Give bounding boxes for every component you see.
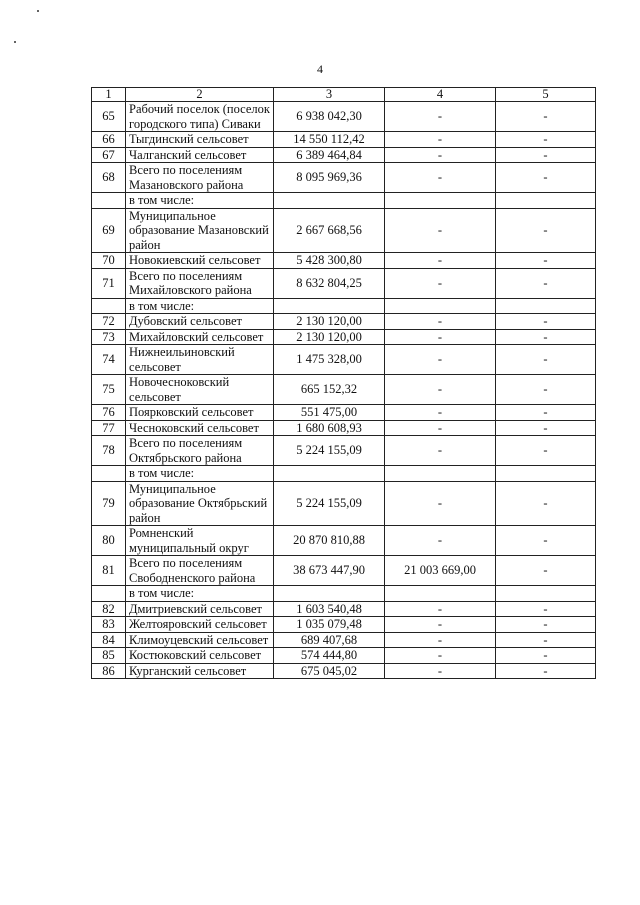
header-row [92,88,596,102]
header-cell: 3 [274,88,385,102]
table-row [92,481,596,526]
row-value-col3: 675 045,02 [274,663,385,679]
row-value-col3: 8 632 804,25 [274,268,385,298]
row-value-col5: - [496,345,596,375]
row-number: 79 [92,481,126,526]
scan-speck [37,10,39,12]
row-value-col4: - [385,102,496,132]
row-value-col4: 21 003 669,00 [385,556,496,586]
row-value-col5: - [496,556,596,586]
row-number [92,586,126,602]
row-name: Дмитриевский сельсовет [126,601,274,617]
row-name: Чалганский сельсовет [126,147,274,163]
row-number [92,466,126,482]
table-row [92,601,596,617]
row-name: Нижнеильиновский сельсовет [126,345,274,375]
row-value-col5: - [496,163,596,193]
row-number [92,298,126,314]
row-name: Дубовский сельсовет [126,314,274,330]
row-name: Тыгдинский сельсовет [126,132,274,148]
table-row [92,466,596,482]
row-name: Муниципальное образование Мазановский район [126,208,274,253]
row-number: 75 [92,375,126,405]
table-row [92,268,596,298]
row-value-col3: 14 550 112,42 [274,132,385,148]
row-name: Желтояровский сельсовет [126,617,274,633]
row-value-col3: 8 095 969,36 [274,163,385,193]
budget-table [91,87,596,679]
row-number: 83 [92,617,126,633]
row-value-col4: - [385,526,496,556]
row-value-col5: - [496,132,596,148]
row-value-col3: 20 870 810,88 [274,526,385,556]
row-name: Новочесноковский сельсовет [126,375,274,405]
row-name: в том числе: [126,193,274,209]
row-value-col5: - [496,601,596,617]
row-value-col5: - [496,526,596,556]
table-row [92,632,596,648]
row-value-col4: - [385,663,496,679]
row-value-col5 [496,193,596,209]
row-number [92,193,126,209]
row-value-col3: 5 224 155,09 [274,436,385,466]
row-name: Муниципальное образование Октябрьский район [126,481,274,526]
row-value-col4: - [385,648,496,664]
page-number: 4 [317,62,323,76]
row-value-col4: - [385,163,496,193]
row-number: 81 [92,556,126,586]
row-name: Курганский сельсовет [126,663,274,679]
table-row [92,193,596,209]
row-value-col3: 38 673 447,90 [274,556,385,586]
row-value-col3 [274,193,385,209]
table-row [92,298,596,314]
table-row [92,208,596,253]
row-value-col4: - [385,208,496,253]
row-value-col3: 551 475,00 [274,405,385,421]
table-row [92,663,596,679]
row-value-col5: - [496,102,596,132]
row-name: Всего по поселениям Михайловского района [126,268,274,298]
row-value-col3: 5 224 155,09 [274,481,385,526]
row-number: 84 [92,632,126,648]
row-number: 70 [92,253,126,269]
table-row [92,617,596,633]
row-value-col4: - [385,345,496,375]
row-value-col5: - [496,314,596,330]
row-value-col4: - [385,632,496,648]
row-number: 72 [92,314,126,330]
row-value-col5 [496,466,596,482]
row-value-col3: 6 389 464,84 [274,147,385,163]
row-value-col3: 2 667 668,56 [274,208,385,253]
table-row [92,648,596,664]
row-name: Климоуцевский сельсовет [126,632,274,648]
row-value-col4: - [385,420,496,436]
header-cell: 1 [92,88,126,102]
row-name: Михайловский сельсовет [126,329,274,345]
row-value-col5: - [496,208,596,253]
row-value-col3: 1 475 328,00 [274,345,385,375]
row-value-col4: - [385,253,496,269]
row-name: Всего по поселениям Мазановского района [126,163,274,193]
table-row [92,586,596,602]
row-number: 80 [92,526,126,556]
row-number: 66 [92,132,126,148]
row-value-col4: - [385,268,496,298]
row-number: 77 [92,420,126,436]
row-number: 67 [92,147,126,163]
row-number: 71 [92,268,126,298]
table-row [92,102,596,132]
table-row [92,526,596,556]
row-value-col4: - [385,481,496,526]
row-name: в том числе: [126,466,274,482]
row-value-col3 [274,298,385,314]
header-cell: 4 [385,88,496,102]
row-value-col3: 1 603 540,48 [274,601,385,617]
row-value-col3 [274,466,385,482]
row-number: 76 [92,405,126,421]
row-name: в том числе: [126,586,274,602]
row-name: Ромненский муниципальный округ [126,526,274,556]
row-name: в том числе: [126,298,274,314]
row-value-col4: - [385,617,496,633]
row-value-col3: 2 130 120,00 [274,314,385,330]
row-value-col4 [385,298,496,314]
table-row [92,345,596,375]
header-cell: 2 [126,88,274,102]
row-value-col4 [385,466,496,482]
table-row [92,163,596,193]
row-value-col4: - [385,132,496,148]
row-number: 65 [92,102,126,132]
row-number: 78 [92,436,126,466]
row-number: 68 [92,163,126,193]
row-value-col3: 689 407,68 [274,632,385,648]
row-value-col5: - [496,268,596,298]
row-value-col5: - [496,648,596,664]
row-number: 73 [92,329,126,345]
row-value-col5: - [496,420,596,436]
row-value-col3: 665 152,32 [274,375,385,405]
row-value-col3: 574 444,80 [274,648,385,664]
row-number: 85 [92,648,126,664]
row-value-col4 [385,193,496,209]
row-value-col5: - [496,436,596,466]
row-name: Костюковский сельсовет [126,648,274,664]
header-cell: 5 [496,88,596,102]
row-value-col4: - [385,329,496,345]
table-row [92,405,596,421]
row-name: Чесноковский сельсовет [126,420,274,436]
row-value-col3 [274,586,385,602]
table-row [92,420,596,436]
scan-speck [14,41,16,43]
row-value-col3: 1 035 079,48 [274,617,385,633]
row-value-col3: 2 130 120,00 [274,329,385,345]
row-number: 82 [92,601,126,617]
table-row [92,253,596,269]
table-row [92,375,596,405]
row-name: Всего по поселениям Свободненского района [126,556,274,586]
row-value-col5: - [496,375,596,405]
row-value-col5: - [496,405,596,421]
table-body [92,88,596,679]
row-value-col5: - [496,617,596,633]
row-value-col5 [496,586,596,602]
row-number: 86 [92,663,126,679]
table-row [92,132,596,148]
table-row [92,329,596,345]
row-name: Всего по поселениям Октябрьского района [126,436,274,466]
row-value-col4: - [385,147,496,163]
row-value-col5: - [496,632,596,648]
row-name: Рабочий поселок (поселок городского типа) Сиваки [126,102,274,132]
table-row [92,314,596,330]
table-row [92,556,596,586]
row-number: 74 [92,345,126,375]
row-value-col5: - [496,663,596,679]
row-name: Новокиевский сельсовет [126,253,274,269]
row-value-col5: - [496,253,596,269]
row-value-col5: - [496,329,596,345]
row-value-col5 [496,298,596,314]
row-value-col3: 5 428 300,80 [274,253,385,269]
row-value-col5: - [496,147,596,163]
row-value-col4: - [385,436,496,466]
row-value-col3: 1 680 608,93 [274,420,385,436]
row-value-col3: 6 938 042,30 [274,102,385,132]
table-row [92,147,596,163]
row-value-col4: - [385,601,496,617]
row-value-col5: - [496,481,596,526]
row-value-col4 [385,586,496,602]
row-name: Поярковский сельсовет [126,405,274,421]
table-row [92,436,596,466]
row-value-col4: - [385,375,496,405]
row-number: 69 [92,208,126,253]
row-value-col4: - [385,314,496,330]
row-value-col4: - [385,405,496,421]
